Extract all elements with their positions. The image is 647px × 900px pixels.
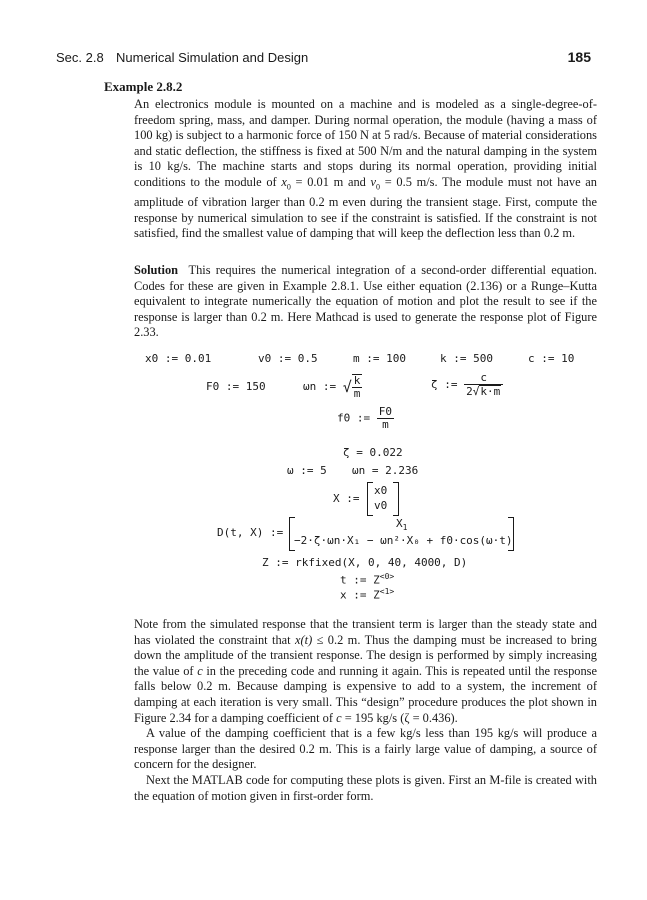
X-bracket-right — [393, 482, 399, 516]
running-header — [56, 46, 591, 66]
def-x0: x0 := 0.01 — [145, 352, 212, 365]
def-v0: v0 := 0.5 — [258, 352, 318, 365]
X-elem-1: v0 — [374, 499, 388, 512]
section-label: Sec. 2.8 — [56, 50, 104, 65]
def-D-lhs: D(t, X) := — [217, 526, 284, 539]
paragraph-matlab: Next the MATLAB code for computing these plots is given. First an M-file is created with the equation of motion given in first-order form. — [134, 772, 597, 803]
def-F0: F0 := 150 — [206, 380, 266, 393]
def-m: m := 100 — [353, 352, 406, 365]
body-after-code — [134, 617, 597, 804]
zeta-result: ζ = 0.022 — [343, 446, 403, 459]
paragraph-constraint: Note from the simulated response that the transient term is larger than the steady state and has violated the constraint that x(t) ≤ 0.2 m. Thus the damping must be increased to bring down the amplitude of the transient response. The design is performed by simply increasing the value of c in the preceding code and running it again. This is repeated until the response falls below 0.2 m. Because damping is expensive to add to a system, the increment of damping at each iteration is very small. This “design” procedure produces the plot shown in Figure 2.34 for a damping coefficient of c = 195 kg/s (ζ = 0.436). — [134, 617, 597, 725]
X-bracket-left — [367, 482, 373, 516]
def-X-lhs: X := — [333, 492, 360, 505]
example-heading: Example 2.8.2 — [104, 79, 183, 94]
def-f0: f0 := $\frac{F0}{m}$ — [337, 405, 392, 431]
paragraph-damping: A value of the damping coefficient that is a few kg/s less than 195 kg/s will produce a response larger than the desired 0.2 m. This is a fairly large value of damping, a source of concern for the designer. — [134, 726, 597, 772]
wn-result: ωn = 2.236 — [352, 464, 419, 477]
def-zeta: ζ := $\frac{c}{2√k\cdot m}$ — [431, 372, 503, 398]
def-t: t := $Z^{<0>}$ — [340, 572, 395, 587]
def-omega: ω := 5 — [287, 464, 327, 477]
solution-label: Solution — [134, 263, 179, 277]
problem-statement: An electronics module is mounted on a machine and is modeled as a single-degree-of-freedom spring, mass, and damper. During normal operation, the module (having a mass of 100 kg) is subject to a harmonic force of 150 N at 5 rad/s. Because of material considerations and static deflection, the stiffness is fixed at 500 N/m and the natural damping in the system is 10 kg/s. The machine starts and stops during its normal operation, providing initial conditions to the module of $x_0 = 0.01$ m and $v_0 = 0.5$ m/s. The module must not have an amplitude of vibration larger than 0.2 m even during the transient stage. First, compute the response by numerical simulation to see if the constraint is satisfied. If the constraint is not satisfied, find the smallest value of damping that will keep the deflection less than 0.2 m. — [134, 97, 597, 241]
def-wn: ωn := √ $\frac{k}{m}$ — [303, 374, 361, 400]
X-elem-0: x0 — [374, 484, 388, 497]
D-elem-0: $X_1$ — [396, 517, 408, 533]
def-k: k := 500 — [440, 352, 493, 365]
def-x: x := $Z^{<1>}$ — [340, 587, 395, 602]
def-Z: Z := rkfixed(X, 0, 40, 4000, D) — [262, 556, 468, 569]
D-elem-1: −2·ζ·ωn·X₁ − ωn²·X₀ + f0·cos(ω·t) — [294, 534, 513, 547]
solution-paragraph: Solution This requires the numerical integration of a second-order differential equation. Codes for these are given in Example 2.8.1. Use either equation (2.136) or a Runge–Kutta equivalent to integrate numerically the equation of motion and plot the result to see if the response is larger than 0.2 m. Here Mathcad is used to generate the response plot of Figure 2.33. — [134, 263, 597, 340]
def-c: c := 10 — [528, 352, 575, 365]
page-number: 185 — [567, 49, 591, 65]
chapter-title: Numerical Simulation and Design — [116, 50, 309, 65]
